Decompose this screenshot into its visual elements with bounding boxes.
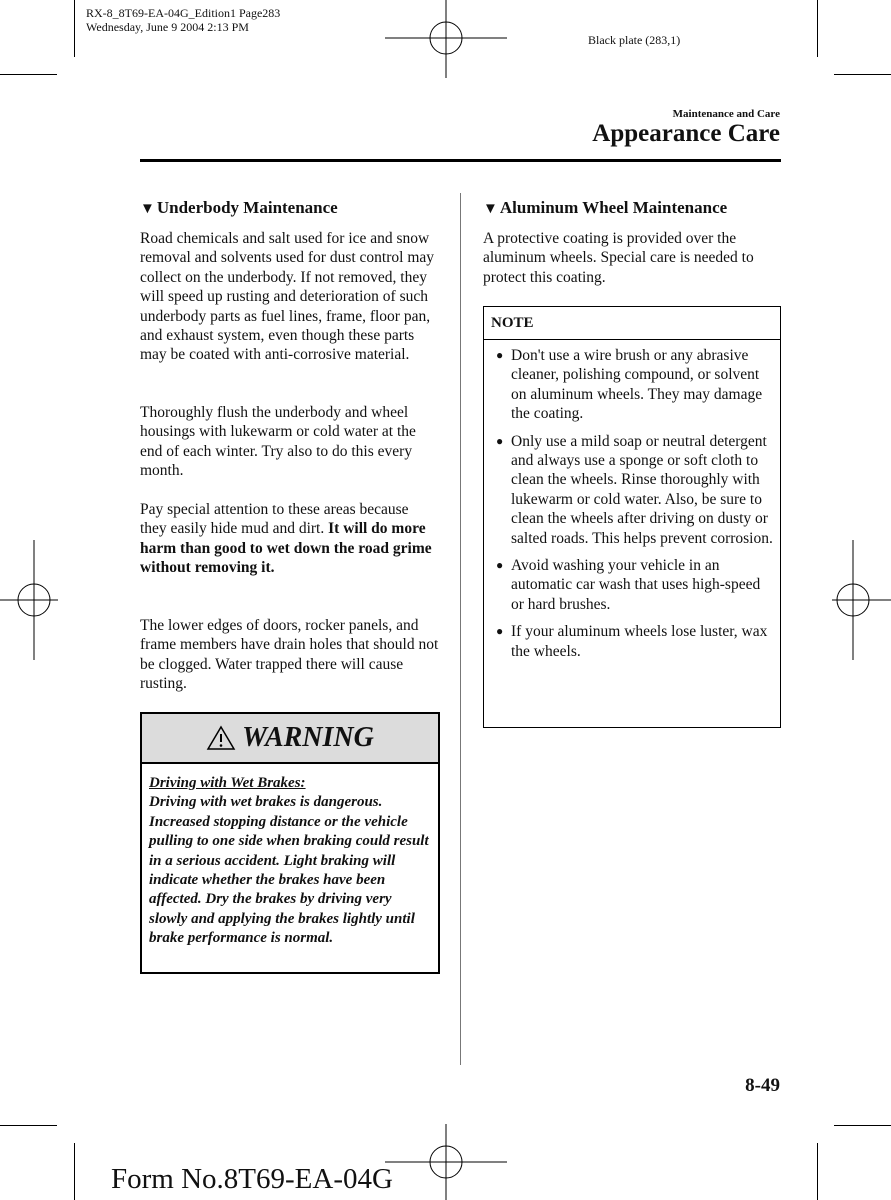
page-title: Appearance Care — [592, 120, 780, 147]
underbody-paragraph-4: The lower edges of doors, rocker panels, and frame members have drain holes that should not be clogged. Water trapped there will cause rusting. — [140, 617, 439, 693]
title-rule — [140, 159, 781, 162]
underbody-paragraph-2: Thoroughly flush the underbody and wheel housings with lukewarm or cold water at the end of each winter. Try also to do this every month. — [140, 404, 416, 480]
note-box — [483, 306, 781, 728]
page-number: 8-49 — [745, 1075, 780, 1096]
registration-mark-right — [830, 540, 891, 660]
warning-body — [142, 764, 438, 949]
registration-mark-left — [0, 540, 60, 660]
warning-title: WARNING — [242, 722, 374, 753]
bullet-icon: ● — [496, 433, 504, 448]
section-label: Maintenance and Care — [672, 108, 780, 120]
triangle-down-icon: ▼ — [140, 201, 155, 217]
bullet-icon: ● — [496, 348, 504, 362]
print-info-file: RX-8_8T69-EA-04G_Edition1 Page283 — [86, 6, 281, 20]
form-number: Form No.8T69-EA-04G — [111, 1163, 393, 1195]
note-list — [484, 340, 780, 661]
bullet-icon: ● — [496, 558, 504, 573]
warning-header — [142, 714, 438, 764]
aluminum-wheel-intro: A protective coating is provided over the aluminum wheels. Special care is needed to protect this coating. — [483, 230, 754, 286]
aluminum-wheel-heading-text: Aluminum Wheel Maintenance — [499, 198, 728, 217]
note-item: ● Only use a mild soap or neutral detergent and always use a sponge or soft cloth to clean the wheels. Rinse thoroughly with lukewarm or cold water. Also, be sure to clean the wheels after driving on dusty or salted roads. This helps prevent corrosion. — [496, 432, 773, 547]
underbody-heading — [140, 198, 338, 219]
registration-mark-top — [385, 0, 507, 80]
paragraph-3-normal: Pay special attention to these areas because they easily hide mud and dirt. — [140, 501, 409, 538]
aluminum-wheel-heading — [483, 198, 727, 219]
print-info-date: Wednesday, June 9 2004 2:13 PM — [86, 20, 249, 34]
note-item: ● Avoid washing your vehicle in an automatic car wash that uses high-speed or hard brushes. — [496, 557, 761, 613]
underbody-heading-text: Underbody Maintenance — [156, 198, 338, 217]
bullet-icon: ● — [496, 624, 504, 639]
note-item: ● If your aluminum wheels lose luster, wax the wheels. — [496, 623, 768, 660]
underbody-paragraph-1: Road chemicals and salt used for ice and snow removal and solvents used for dust control may collect on the underbody. If not removed, they will speed up rusting and deterioration of such underbody parts as fuel lines, frame, floor pan, and exhaust system, even though these parts may be coated with anti-corrosive material. — [140, 230, 435, 364]
plate-label: Black plate (283,1) — [588, 33, 681, 47]
print-info — [86, 6, 280, 34]
note-item: ● Don't use a wire brush or any abrasive cleaner, polishing compound, or solvent on aluminum wheels. They may damage the coating. — [496, 347, 763, 423]
column-divider — [460, 193, 461, 1065]
warning-triangle-icon — [206, 725, 236, 751]
paragraph-3-bold: It will do more harm than good to wet down the road grime without removing it. — [140, 520, 432, 577]
underbody-paragraph-3 — [140, 500, 438, 578]
triangle-down-icon: ▼ — [483, 201, 498, 217]
note-title: NOTE — [484, 307, 780, 340]
registration-mark-bottom — [385, 1124, 507, 1200]
warning-text: Driving with wet brakes is dangerous. Increased stopping distance or the vehicle pulling to one side when braking could result in a serious accident. Light braking will indicate whether the brakes have been affected. Dry the brakes by driving very slowly and applying the brakes lightly until brake performance is normal. — [149, 794, 429, 947]
warning-subtitle: Driving with Wet Brakes: — [149, 775, 306, 791]
warning-box — [140, 712, 440, 974]
